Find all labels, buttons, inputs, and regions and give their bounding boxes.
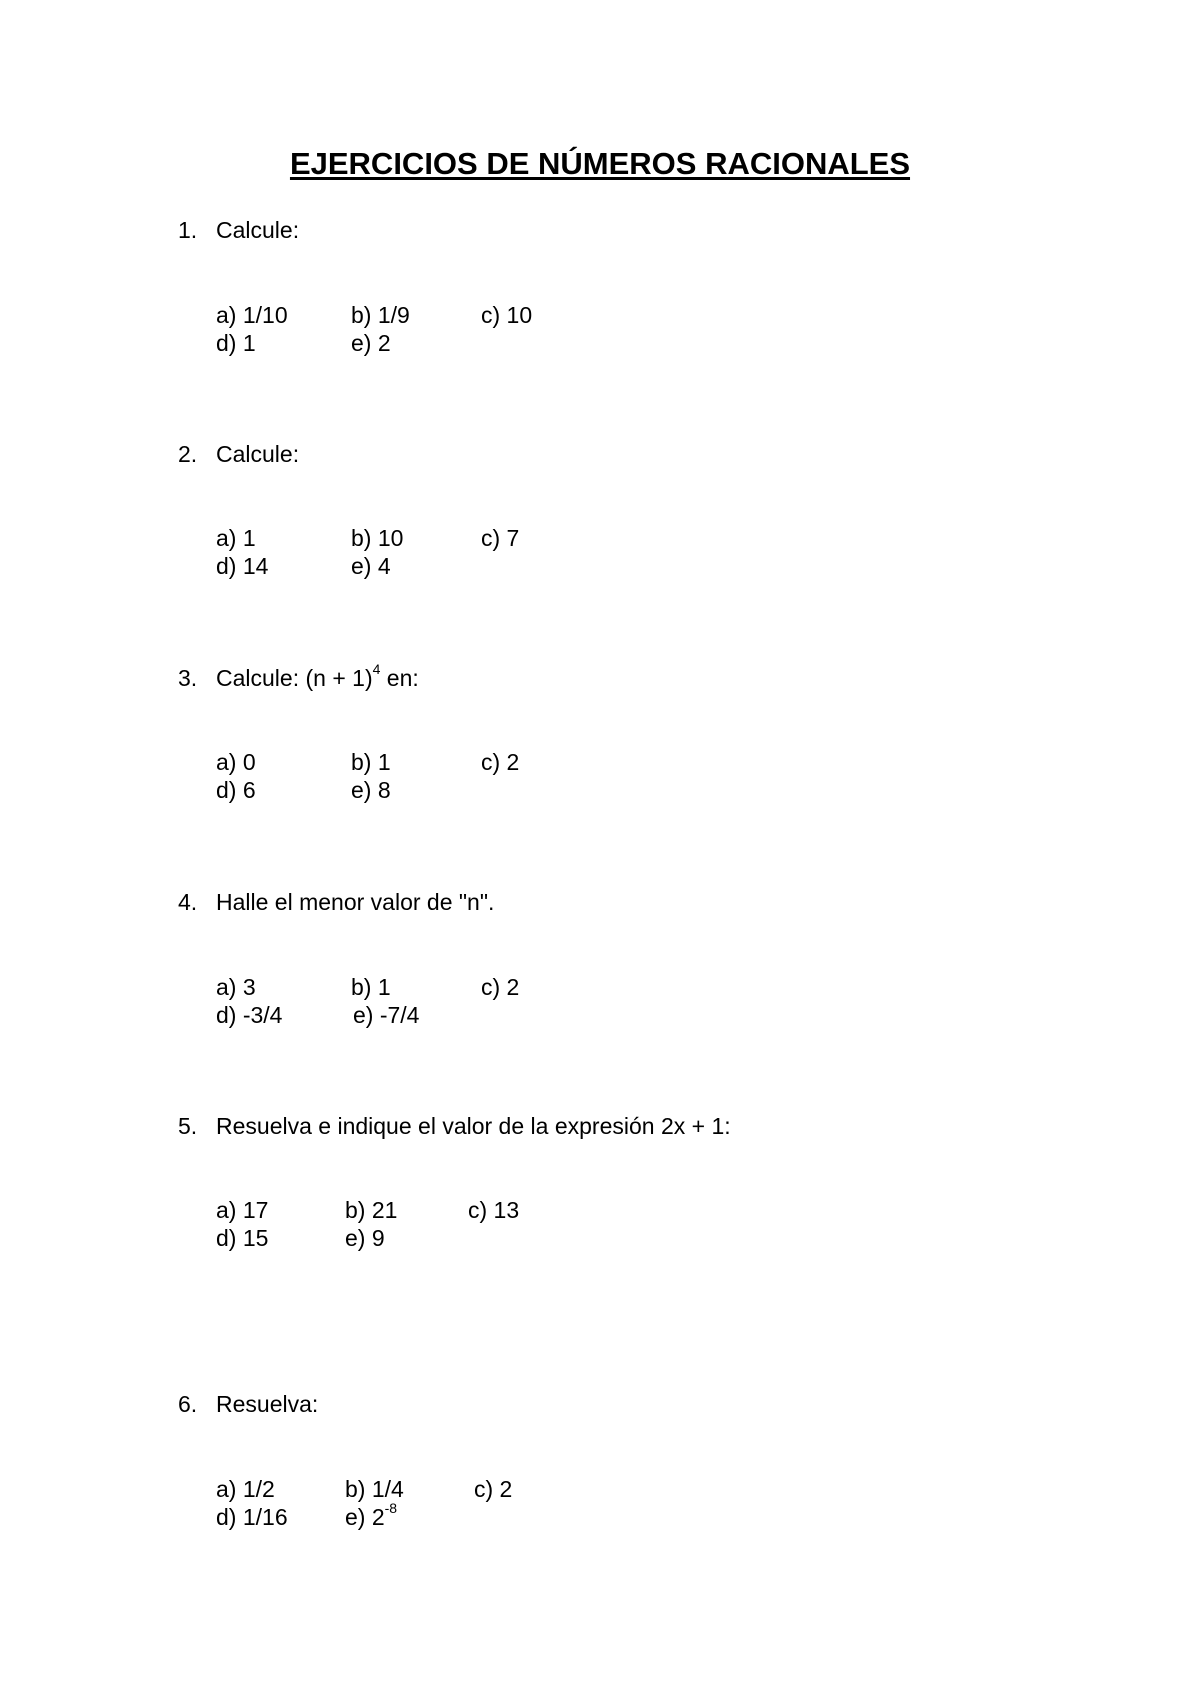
exercise-1-option-e: e) 2 (351, 330, 391, 356)
exercise-3-exponent: 4 (372, 661, 381, 678)
exercise-5-option-b: b) 21 (345, 1197, 398, 1223)
exercise-6-option-a: a) 1/2 (216, 1476, 275, 1502)
exercise-3-option-e: e) 8 (351, 777, 391, 803)
exercise-6-number: 6. (178, 1391, 198, 1417)
exercise-2-option-d: d) 14 (216, 553, 269, 579)
exercise-6-option-e (345, 1500, 398, 1531)
exercise-2-number: 2. (178, 441, 198, 467)
exercise-6-option-b: b) 1/4 (345, 1476, 404, 1502)
exercise-6-prompt: Resuelva: (216, 1391, 319, 1417)
exercise-3-option-c: c) 2 (481, 749, 520, 775)
exercise-1-option-c: c) 10 (481, 302, 533, 328)
exercise-5-option-a: a) 17 (216, 1197, 269, 1223)
exercise-2-option-a: a) 1 (216, 525, 256, 551)
exercise-3-option-b: b) 1 (351, 749, 391, 775)
exercise-4-option-d: d) -3/4 (216, 1002, 283, 1028)
exercise-2-option-e: e) 4 (351, 553, 391, 579)
page-title: EJERCICIOS DE NÚMEROS RACIONALES (289, 146, 911, 181)
exercise-6-option-e-base: e) 2 (345, 1504, 385, 1530)
exercise-1-option-a: a) 1/10 (216, 302, 288, 328)
exercise-5-option-c: c) 13 (468, 1197, 520, 1223)
exercise-1-option-b: b) 1/9 (351, 302, 410, 328)
exercise-5-option-e: e) 9 (345, 1225, 385, 1251)
exercise-3-prompt-tail: en: (380, 665, 419, 691)
exercise-1-option-d: d) 1 (216, 330, 256, 356)
exercise-2-option-c: c) 7 (481, 525, 520, 551)
exercise-4-number: 4. (178, 889, 198, 915)
exercise-3-option-a: a) 0 (216, 749, 256, 775)
exercise-3-prompt-text: Calcule: (n + 1) (216, 665, 373, 691)
exercise-5-prompt: Resuelva e indique el valor de la expresión 2x + 1: (216, 1113, 731, 1139)
exercise-4-option-b: b) 1 (351, 974, 391, 1000)
exercise-4-option-c: c) 2 (481, 974, 520, 1000)
exercise-6-option-e-exponent: -8 (384, 1500, 398, 1517)
exercise-4-prompt: Halle el menor valor de "n". (216, 889, 495, 915)
exercise-3-number: 3. (178, 665, 198, 691)
exercise-5-number: 5. (178, 1113, 198, 1139)
exercise-1-prompt: Calcule: (216, 217, 300, 243)
exercise-5-option-d: d) 15 (216, 1225, 269, 1251)
exercise-1-number: 1. (178, 217, 198, 243)
exercise-3-option-d: d) 6 (216, 777, 256, 803)
exercise-6-option-c: c) 2 (474, 1476, 513, 1502)
exercise-4-option-e: e) -7/4 (353, 1002, 420, 1028)
exercise-2-option-b: b) 10 (351, 525, 404, 551)
exercise-4-option-a: a) 3 (216, 974, 256, 1000)
exercise-2-prompt: Calcule: (216, 441, 300, 467)
exercise-3-prompt (216, 661, 419, 692)
exercise-6-option-d: d) 1/16 (216, 1504, 288, 1530)
